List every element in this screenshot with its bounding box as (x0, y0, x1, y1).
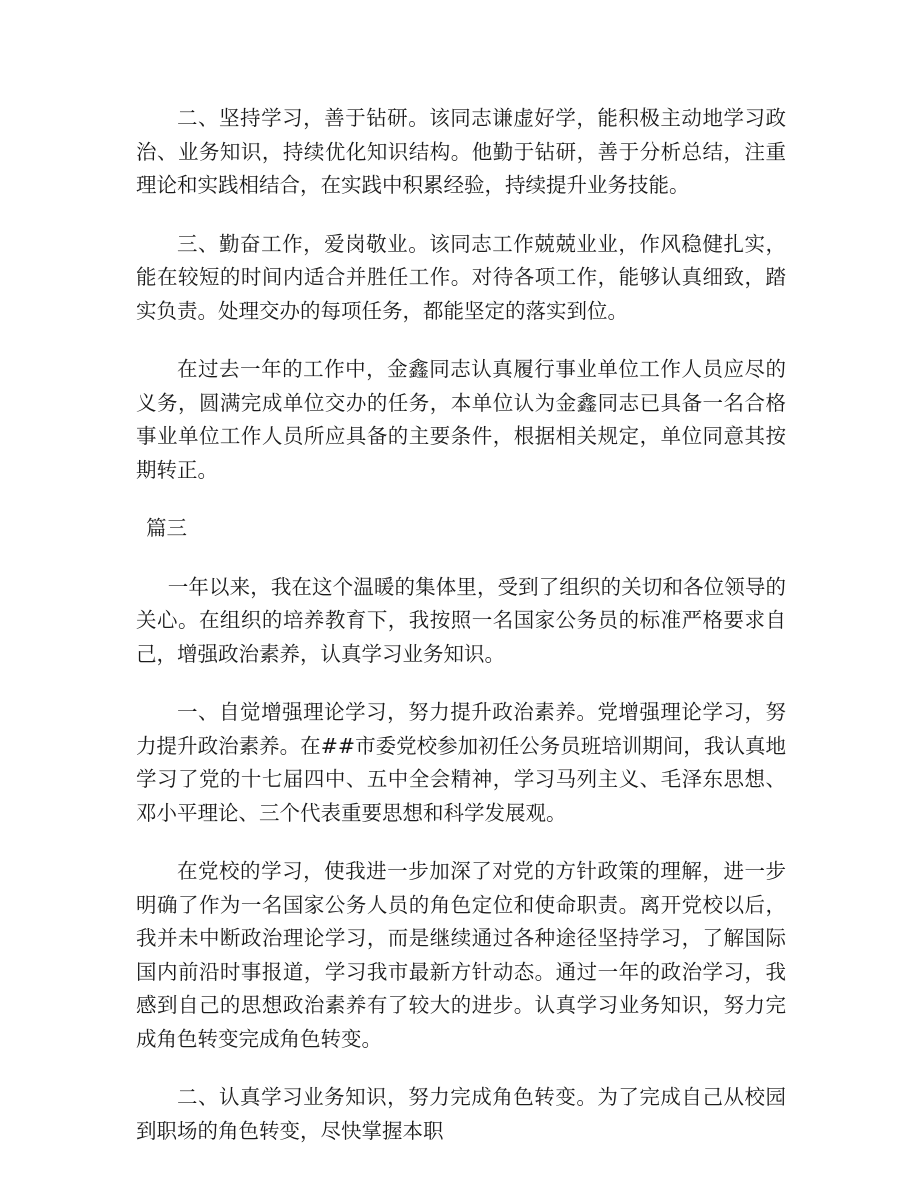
paragraph-conclusion: 在过去一年的工作中，金鑫同志认真履行事业单位工作人员应尽的义务，圆满完成单位交办的任务，本单位认为金鑫同志已具备一名合格事业单位工作人员所应具备的主要条件，根据相关规定，单位同意其按期转正。 (136, 357, 786, 482)
document-page (136, 102, 786, 1173)
paragraph-intro: 一年以来，我在这个温暖的集体里，受到了组织的关切和各位领导的关心。在组织的培养教育下，我按照一名国家公务员的标准严格要求自己，增强政治素养，认真学习业务知识。 (136, 574, 786, 666)
paragraph-party-school: 在党校的学习，使我进一步加深了对党的方针政策的理解，进一步明确了作为一名国家公务人员的角色定位和使命职责。离开党校以后，我并未中断政治理论学习，而是继续通过各种途径坚持学习，了解国际国内前沿时事报道，学习我市最新方针动态。通过一年的政治学习，我感到自己的思想政治素养有了较大的进步。认真学习业务知识，努力完成角色转变完成角色转变。 (136, 859, 786, 1051)
paragraph-study: 二、坚持学习，善于钻研。该同志谦虚好学，能积极主动地学习政治、业务知识，持续优化知识结构。他勤于钻研，善于分析总结，注重理论和实践相结合，在实践中积累经验，持续提升业务技能。 (136, 106, 786, 197)
paragraph-work: 三、勤奋工作，爱岗敬业。该同志工作兢兢业业，作风稳健扎实，能在较短的时间内适合并胜任工作。对待各项工作，能够认真细致，踏实负责。处理交办的每项任务，都能坚定的落实到位。 (136, 231, 786, 323)
section-heading: 篇三 (146, 516, 187, 540)
paragraph-business: 二、认真学习业务知识，努力完成角色转变。为了完成自己从校园到职场的角色转变，尽快掌握本职 (136, 1085, 786, 1143)
paragraph-theory: 一、自觉增强理论学习，努力提升政治素养。党增强理论学习，努力提升政治素养。在##市委党校参加初任公务员班培训期间，我认真地学习了党的十七届四中、五中全会精神，学习马列主义、毛泽东思想、邓小平理论、三个代表重要思想和科学发展观。 (136, 700, 786, 825)
